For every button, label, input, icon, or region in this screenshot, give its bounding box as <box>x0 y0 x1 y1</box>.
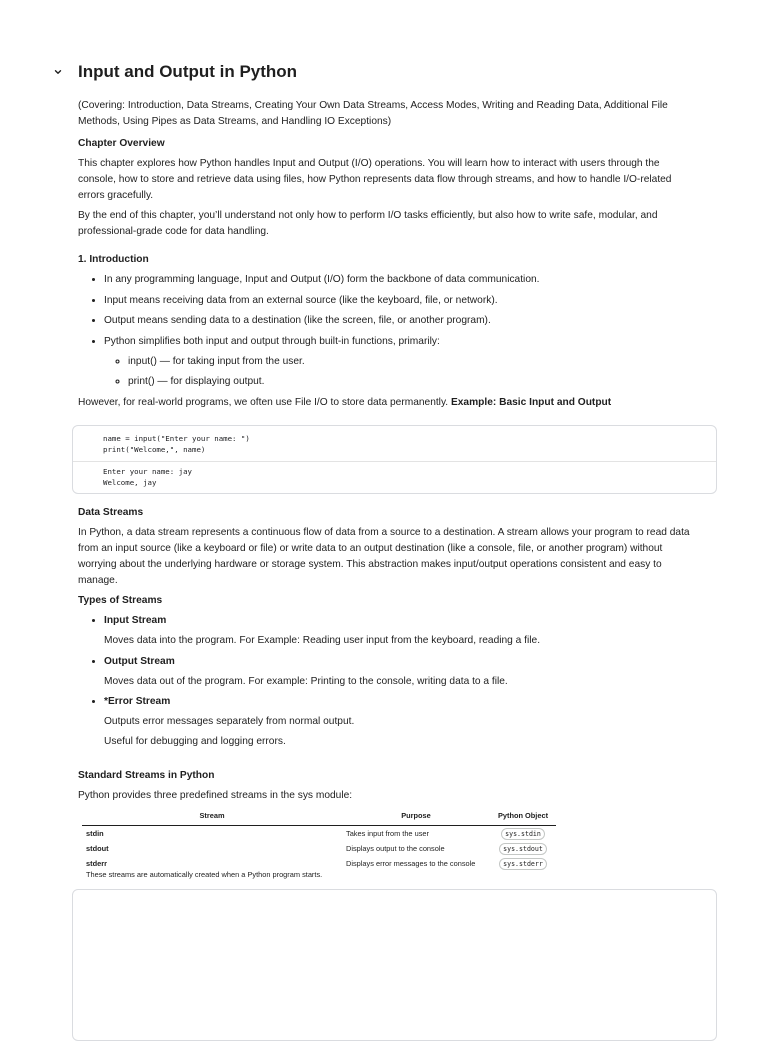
sub-list-item: ◦ print() — for displaying output. <box>128 374 693 390</box>
stream-type-name: *Error Stream <box>104 696 171 707</box>
standard-streams-table <box>82 810 556 871</box>
purpose-cell: Displays output to the console <box>346 844 445 853</box>
purpose-cell: Displays error messages to the console <box>346 859 476 868</box>
stream-cell: stdout <box>86 844 109 853</box>
table-footnote: These streams are automatically created when a Python program starts. <box>86 870 323 879</box>
stream-type-name: Input Stream <box>104 615 167 626</box>
closing-text: However, for real-world programs, we often use File I/O to store data permanently. <box>78 396 449 408</box>
table-row <box>82 856 556 871</box>
standard-streams-intro: Python provides three predefined streams in the sys module: <box>78 790 353 801</box>
stream-type-name: Output Stream <box>104 655 175 667</box>
list-item: • In any programming language, Input and Output (I/O) form the backbone of data communication. <box>104 272 693 288</box>
overview-paragraph: By the end of this chapter, you’ll understand not only how to perform I/O tasks efficiently, but also how to write safe, modular, and professional-grade code for data handling. <box>78 210 658 237</box>
stream-type-description: Useful for debugging and logging errors. <box>104 736 286 747</box>
example-label: Example: Basic Input and Output <box>450 396 612 408</box>
code-divider <box>73 461 716 462</box>
code-chip: sys.stdin <box>501 828 545 840</box>
list-item <box>104 334 693 391</box>
introduction-closing <box>78 395 693 411</box>
table-row <box>82 841 556 856</box>
stream-types-list <box>78 613 693 750</box>
list-item <box>104 654 693 690</box>
code-chip: sys.stdout <box>499 843 547 855</box>
introduction-list <box>78 272 693 390</box>
overview-paragraph: This chapter explores how Python handles Input and Output (I/O) operations. You will learn how to interact with users through the console, how to store and retrieve data using files, how Python represents data flow through streams, and how to handle I/O-related errors gracefully. <box>78 158 672 201</box>
list-item <box>104 694 693 750</box>
stream-cell: stderr <box>86 859 107 868</box>
data-streams-heading: Data Streams <box>78 507 144 518</box>
stream-type-description: Moves data out of the program. For example: Printing to the console, writing data to a file. <box>104 675 508 687</box>
column-header: Python Object <box>490 810 556 826</box>
list-item: • Input means receiving data from an external source (like the keyboard, file, or network). <box>104 293 693 309</box>
overview-heading: Chapter Overview <box>78 138 165 149</box>
stream-type-description: Outputs error messages separately from normal output. <box>104 716 355 727</box>
types-of-streams-heading: Types of Streams <box>78 595 163 606</box>
code-block-card[interactable] <box>72 889 717 1041</box>
list-item-text: Python simplifies both input and output through built-in functions, primarily: <box>104 335 440 347</box>
sub-list-item: ◦ input() — for taking input from the user. <box>128 354 693 370</box>
table-row <box>82 826 556 842</box>
code-example-card[interactable] <box>72 425 717 494</box>
column-header: Stream <box>82 810 342 826</box>
data-streams-paragraph: In Python, a data stream represents a continuous flow of data from a source to a destination. A stream allows your program to read data from an input source (like a keyboard or file) or write data to an output destination (like a console, file, or another program) without worrying about the underlying hardware or storage system. This abstraction makes input/output operations consistent and easy to manage. <box>78 527 690 586</box>
code-chip: sys.stderr <box>499 858 547 870</box>
object-cell <box>490 826 556 842</box>
code-output[interactable]: Enter your name: jay Welcome, jay <box>103 467 192 487</box>
builtin-functions-list <box>104 354 693 391</box>
standard-streams-heading: Standard Streams in Python <box>78 770 215 781</box>
intro-content <box>78 98 693 411</box>
standard-streams-section <box>78 768 693 804</box>
column-header: Purpose <box>342 810 490 826</box>
table-header-row <box>82 810 556 826</box>
code-source[interactable]: name = input("Enter your name: ") print("Welcome,", name) <box>103 434 250 454</box>
page-title: Input and Output in Python <box>78 62 298 81</box>
object-cell <box>490 856 556 871</box>
object-cell <box>490 841 556 856</box>
list-item: • Output means sending data to a destination (like the screen, file, or another program). <box>104 313 693 329</box>
covering-text: (Covering: Introduction, Data Streams, Creating Your Own Data Streams, Access Modes, Writing and Reading Data, Additional File Methods, Using Pipes as Data Streams, and Handling IO Exceptions) <box>78 100 668 127</box>
purpose-cell: Takes input from the user <box>346 829 429 838</box>
list-item <box>104 613 693 649</box>
section-collapse-toggle[interactable] <box>50 64 66 80</box>
stream-type-description: Moves data into the program. For Example: Reading user input from the keyboard, reading a file. <box>104 635 541 646</box>
chevron-down-icon <box>50 64 66 80</box>
data-streams-section <box>78 505 693 755</box>
introduction-heading: 1. Introduction <box>78 254 149 265</box>
stream-cell: stdin <box>86 829 104 838</box>
